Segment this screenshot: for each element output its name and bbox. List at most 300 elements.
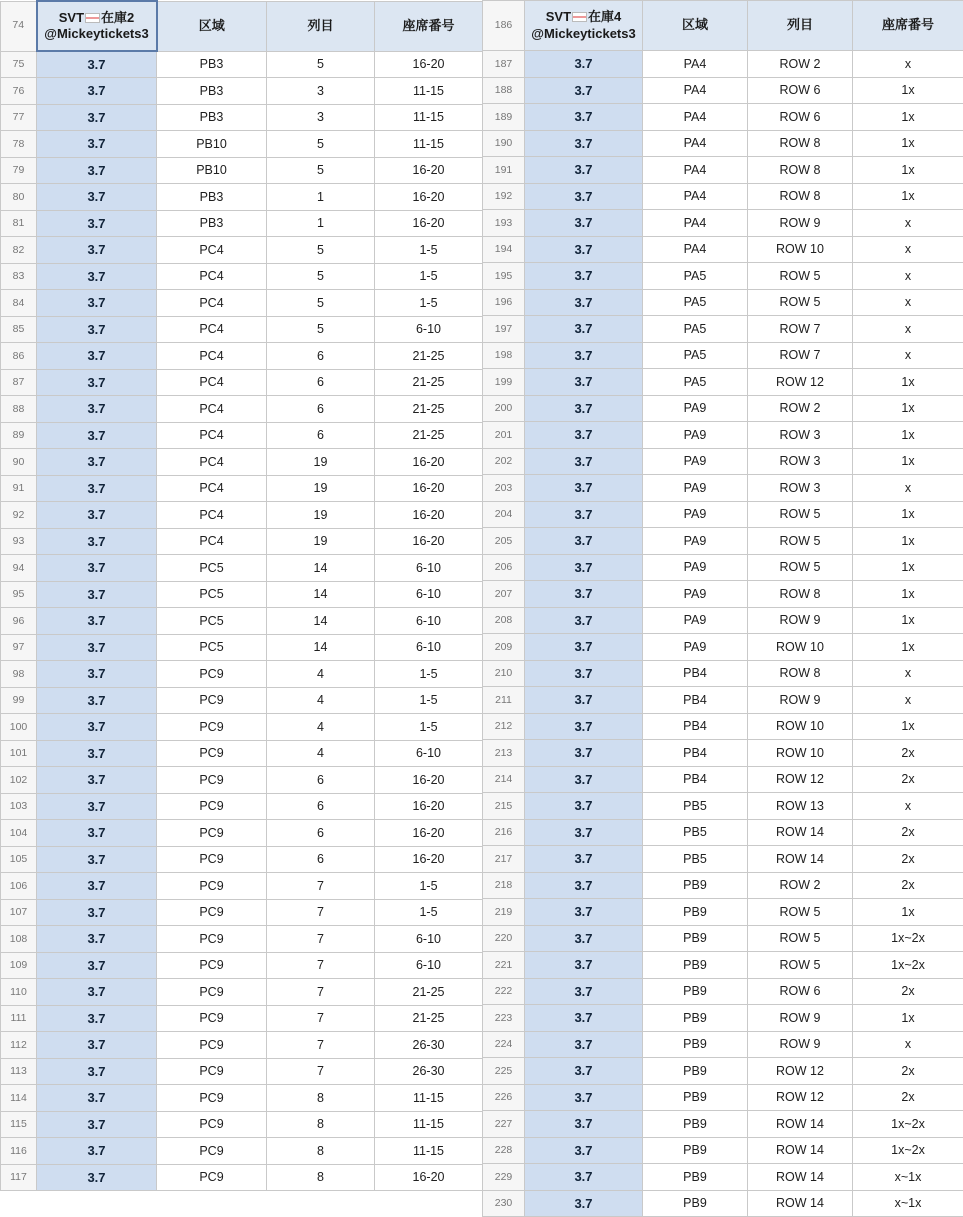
zone-cell[interactable]: PB3 (157, 184, 267, 211)
table-row[interactable] (1, 1032, 483, 1059)
table-row[interactable] (1, 846, 483, 873)
table-row[interactable] (483, 687, 963, 714)
table-row[interactable] (483, 1084, 963, 1111)
row-number-cell[interactable]: ROW 9 (748, 1005, 853, 1032)
stock-value-cell[interactable]: 3.7 (37, 846, 157, 873)
table-row[interactable] (1, 290, 483, 317)
seat-number-cell[interactable]: 2x (853, 740, 963, 767)
table-row[interactable] (483, 1031, 963, 1058)
stock-value-cell[interactable]: 3.7 (525, 634, 643, 661)
zone-cell[interactable]: PB9 (643, 1084, 748, 1111)
stock-value-cell[interactable]: 3.7 (525, 342, 643, 369)
row-number-cell[interactable]: 6 (267, 343, 375, 370)
seat-number-cell[interactable]: x (853, 475, 963, 502)
row-number-cell[interactable]: 6 (267, 369, 375, 396)
zone-cell[interactable]: PA4 (643, 236, 748, 263)
table-row[interactable] (483, 1164, 963, 1191)
seat-number-cell[interactable]: 11-15 (375, 1111, 483, 1138)
table-row[interactable] (483, 475, 963, 502)
zone-cell[interactable]: PA9 (643, 528, 748, 555)
stock-value-cell[interactable]: 3.7 (525, 157, 643, 184)
stock-value-cell[interactable]: 3.7 (525, 1137, 643, 1164)
zone-cell[interactable]: PA5 (643, 289, 748, 316)
seat-number-cell[interactable]: 1x~2x (853, 1111, 963, 1138)
row-number-cell[interactable]: ROW 6 (748, 77, 853, 104)
stock-value-cell[interactable]: 3.7 (525, 846, 643, 873)
row-number-cell[interactable]: 7 (267, 1032, 375, 1059)
stock-value-cell[interactable]: 3.7 (525, 1058, 643, 1085)
seat-number-cell[interactable]: 21-25 (375, 979, 483, 1006)
stock-value-cell[interactable]: 3.7 (525, 1164, 643, 1191)
stock-value-cell[interactable]: 3.7 (37, 899, 157, 926)
table-row[interactable] (1, 793, 483, 820)
table-row[interactable] (483, 899, 963, 926)
stock-value-cell[interactable]: 3.7 (525, 528, 643, 555)
seat-number-cell[interactable]: 6-10 (375, 952, 483, 979)
stock-value-cell[interactable]: 3.7 (525, 289, 643, 316)
stock-value-cell[interactable]: 3.7 (525, 899, 643, 926)
zone-cell[interactable]: PC9 (157, 793, 267, 820)
table-row[interactable] (483, 607, 963, 634)
stock-value-cell[interactable]: 3.7 (37, 740, 157, 767)
stock-value-cell[interactable]: 3.7 (525, 475, 643, 502)
row-number-cell[interactable]: 7 (267, 873, 375, 900)
stock-value-cell[interactable]: 3.7 (37, 78, 157, 105)
zone-cell[interactable]: PA4 (643, 210, 748, 237)
zone-cell[interactable]: PC9 (157, 1164, 267, 1191)
zone-cell[interactable]: PC9 (157, 873, 267, 900)
row-number-cell[interactable]: ROW 2 (748, 395, 853, 422)
row-number-cell[interactable]: 8 (267, 1164, 375, 1191)
row-number-cell[interactable]: ROW 13 (748, 793, 853, 820)
row-number-cell[interactable]: 5 (267, 237, 375, 264)
table-row[interactable] (1, 634, 483, 661)
stock-value-cell[interactable]: 3.7 (525, 395, 643, 422)
row-number-cell[interactable]: ROW 2 (748, 872, 853, 899)
row-number-cell[interactable]: ROW 8 (748, 183, 853, 210)
zone-cell[interactable]: PC4 (157, 502, 267, 529)
zone-cell[interactable]: PC4 (157, 396, 267, 423)
table-row[interactable] (1, 1138, 483, 1165)
seat-number-cell[interactable]: x~1x (853, 1190, 963, 1217)
stock-value-cell[interactable]: 3.7 (525, 501, 643, 528)
row-number-cell[interactable]: 6 (267, 793, 375, 820)
seat-number-cell[interactable]: 16-20 (375, 51, 483, 78)
seat-number-cell[interactable]: x (853, 236, 963, 263)
zone-cell[interactable]: PA5 (643, 263, 748, 290)
row-number-cell[interactable]: 7 (267, 979, 375, 1006)
stock-value-cell[interactable]: 3.7 (37, 449, 157, 476)
table-row[interactable] (1, 475, 483, 502)
stock-value-cell[interactable]: 3.7 (525, 687, 643, 714)
table-row[interactable] (483, 634, 963, 661)
seat-number-cell[interactable]: x (853, 687, 963, 714)
seat-number-cell[interactable]: x~1x (853, 1164, 963, 1191)
stock-value-cell[interactable]: 3.7 (525, 793, 643, 820)
row-number-cell[interactable]: ROW 3 (748, 422, 853, 449)
zone-cell[interactable]: PA9 (643, 422, 748, 449)
table-row[interactable] (1, 157, 483, 184)
row-number-cell[interactable]: 6 (267, 396, 375, 423)
row-number-cell[interactable]: ROW 9 (748, 687, 853, 714)
row-number-cell[interactable]: ROW 6 (748, 104, 853, 131)
zone-cell[interactable]: PC4 (157, 237, 267, 264)
table-row[interactable] (483, 369, 963, 396)
stock-value-cell[interactable]: 3.7 (37, 157, 157, 184)
table-row[interactable] (483, 1190, 963, 1217)
row-number-cell[interactable]: ROW 14 (748, 1164, 853, 1191)
seat-number-cell[interactable]: x (853, 263, 963, 290)
seat-number-cell[interactable]: 2x (853, 1058, 963, 1085)
stock-value-cell[interactable]: 3.7 (37, 1058, 157, 1085)
zone-cell[interactable]: PC9 (157, 687, 267, 714)
row-number-cell[interactable]: ROW 7 (748, 342, 853, 369)
seat-number-cell[interactable]: 1x (853, 1005, 963, 1032)
zone-cell[interactable]: PC4 (157, 369, 267, 396)
seat-number-cell[interactable]: 1x (853, 634, 963, 661)
row-number-cell[interactable]: ROW 14 (748, 1190, 853, 1217)
zone-cell[interactable]: PC9 (157, 1138, 267, 1165)
zone-cell[interactable]: PB9 (643, 952, 748, 979)
seat-number-cell[interactable]: 11-15 (375, 104, 483, 131)
zone-cell[interactable]: PB9 (643, 1137, 748, 1164)
row-number-cell[interactable]: ROW 5 (748, 952, 853, 979)
table-row[interactable] (483, 581, 963, 608)
table-row[interactable] (1, 714, 483, 741)
stock-value-cell[interactable]: 3.7 (525, 925, 643, 952)
zone-cell[interactable]: PC5 (157, 608, 267, 635)
seat-number-cell[interactable]: 26-30 (375, 1032, 483, 1059)
seat-number-cell[interactable]: 1x (853, 422, 963, 449)
zone-cell[interactable]: PA9 (643, 607, 748, 634)
zone-cell[interactable]: PC9 (157, 1058, 267, 1085)
stock-value-cell[interactable]: 3.7 (525, 740, 643, 767)
seat-number-cell[interactable]: 1x (853, 528, 963, 555)
stock-value-cell[interactable]: 3.7 (525, 1111, 643, 1138)
seat-number-cell[interactable]: 16-20 (375, 475, 483, 502)
zone-cell[interactable]: PB9 (643, 1058, 748, 1085)
row-number-cell[interactable]: 5 (267, 51, 375, 78)
table-row[interactable] (483, 342, 963, 369)
table-row[interactable] (483, 660, 963, 687)
table-row[interactable] (483, 263, 963, 290)
seat-number-cell[interactable]: 1x (853, 554, 963, 581)
stock-value-cell[interactable]: 3.7 (37, 237, 157, 264)
row-number-cell[interactable]: ROW 7 (748, 316, 853, 343)
zone-cell[interactable]: PA4 (643, 130, 748, 157)
zone-cell[interactable]: PA5 (643, 316, 748, 343)
seat-number-cell[interactable]: 1x~2x (853, 1137, 963, 1164)
table-row[interactable] (1, 767, 483, 794)
table-row[interactable] (1, 926, 483, 953)
seat-number-cell[interactable]: x (853, 289, 963, 316)
seat-number-cell[interactable]: 21-25 (375, 343, 483, 370)
stock-value-cell[interactable]: 3.7 (525, 713, 643, 740)
zone-cell[interactable]: PC9 (157, 979, 267, 1006)
seat-number-cell[interactable]: 16-20 (375, 449, 483, 476)
row-number-cell[interactable]: 5 (267, 290, 375, 317)
zone-cell[interactable]: PC9 (157, 767, 267, 794)
zone-cell[interactable]: PC5 (157, 634, 267, 661)
seat-number-cell[interactable]: 11-15 (375, 78, 483, 105)
stock-value-cell[interactable]: 3.7 (37, 555, 157, 582)
table-row[interactable] (1, 343, 483, 370)
row-number-cell[interactable]: 1 (267, 184, 375, 211)
row-number-cell[interactable]: 6 (267, 422, 375, 449)
stock-value-cell[interactable]: 3.7 (525, 263, 643, 290)
zone-cell[interactable]: PB5 (643, 846, 748, 873)
table-row[interactable] (1, 687, 483, 714)
table-row[interactable] (1, 263, 483, 290)
stock-value-cell[interactable]: 3.7 (525, 448, 643, 475)
seat-number-cell[interactable]: 2x (853, 978, 963, 1005)
stock-value-cell[interactable]: 3.7 (37, 714, 157, 741)
stock-value-cell[interactable]: 3.7 (525, 236, 643, 263)
stock-value-cell[interactable]: 3.7 (37, 104, 157, 131)
table-row[interactable] (1, 51, 483, 78)
zone-cell[interactable]: PB4 (643, 766, 748, 793)
row-number-cell[interactable]: ROW 2 (748, 51, 853, 78)
seat-number-cell[interactable]: 16-20 (375, 184, 483, 211)
seat-number-cell[interactable]: 1x (853, 157, 963, 184)
seat-number-cell[interactable]: 1-5 (375, 714, 483, 741)
stock-value-cell[interactable]: 3.7 (525, 660, 643, 687)
seat-number-cell[interactable]: 1x~2x (853, 952, 963, 979)
seat-number-cell[interactable]: 21-25 (375, 422, 483, 449)
zone-cell[interactable]: PB10 (157, 131, 267, 158)
table-row[interactable] (483, 793, 963, 820)
table-row[interactable] (1, 104, 483, 131)
zone-cell[interactable]: PB4 (643, 740, 748, 767)
table-row[interactable] (1, 131, 483, 158)
stock-value-cell[interactable]: 3.7 (37, 634, 157, 661)
table-row[interactable] (1, 661, 483, 688)
stock-value-cell[interactable]: 3.7 (37, 290, 157, 317)
row-number-cell[interactable]: ROW 8 (748, 581, 853, 608)
stock-value-cell[interactable]: 3.7 (37, 926, 157, 953)
stock-value-cell[interactable]: 3.7 (525, 581, 643, 608)
stock-value-cell[interactable]: 3.7 (525, 1031, 643, 1058)
stock-value-cell[interactable]: 3.7 (37, 343, 157, 370)
zone-cell[interactable]: PC4 (157, 449, 267, 476)
table-row[interactable] (1, 1058, 483, 1085)
zone-cell[interactable]: PA4 (643, 183, 748, 210)
row-number-cell[interactable]: ROW 14 (748, 1111, 853, 1138)
table-row[interactable] (483, 395, 963, 422)
row-number-cell[interactable]: 8 (267, 1085, 375, 1112)
zone-cell[interactable]: PC9 (157, 1005, 267, 1032)
table-row[interactable] (1, 820, 483, 847)
table-row[interactable] (483, 501, 963, 528)
table-row[interactable] (483, 130, 963, 157)
table-row[interactable] (483, 1137, 963, 1164)
stock-value-cell[interactable]: 3.7 (37, 952, 157, 979)
table-row[interactable] (1, 555, 483, 582)
stock-value-cell[interactable]: 3.7 (525, 422, 643, 449)
zone-cell[interactable]: PB9 (643, 978, 748, 1005)
seat-number-cell[interactable]: 21-25 (375, 396, 483, 423)
row-number-cell[interactable]: 5 (267, 131, 375, 158)
row-number-cell[interactable]: ROW 9 (748, 1031, 853, 1058)
row-number-cell[interactable]: 14 (267, 581, 375, 608)
stock-value-cell[interactable]: 3.7 (37, 51, 157, 78)
zone-cell[interactable]: PB3 (157, 210, 267, 237)
table-row[interactable] (1, 952, 483, 979)
table-row[interactable] (483, 77, 963, 104)
row-number-cell[interactable]: ROW 9 (748, 210, 853, 237)
table-row[interactable] (483, 316, 963, 343)
zone-cell[interactable]: PB3 (157, 78, 267, 105)
row-number-cell[interactable]: 6 (267, 767, 375, 794)
stock-value-cell[interactable]: 3.7 (37, 263, 157, 290)
row-number-cell[interactable]: 14 (267, 555, 375, 582)
seat-number-cell[interactable]: 1x (853, 501, 963, 528)
seat-number-cell[interactable]: 16-20 (375, 1164, 483, 1191)
stock-value-cell[interactable]: 3.7 (37, 502, 157, 529)
table-row[interactable] (1, 581, 483, 608)
stock-value-cell[interactable]: 3.7 (525, 819, 643, 846)
zone-cell[interactable]: PA9 (643, 501, 748, 528)
row-number-cell[interactable]: 19 (267, 449, 375, 476)
stock-value-cell[interactable]: 3.7 (525, 130, 643, 157)
row-number-cell[interactable]: 4 (267, 714, 375, 741)
table-row[interactable] (483, 846, 963, 873)
seat-number-cell[interactable]: 1x (853, 369, 963, 396)
zone-cell[interactable]: PB3 (157, 51, 267, 78)
row-number-cell[interactable]: ROW 12 (748, 766, 853, 793)
seat-number-cell[interactable]: 16-20 (375, 528, 483, 555)
zone-cell[interactable]: PB9 (643, 1190, 748, 1217)
table-row[interactable] (483, 183, 963, 210)
row-number-cell[interactable]: 3 (267, 104, 375, 131)
seat-number-cell[interactable]: 6-10 (375, 634, 483, 661)
zone-cell[interactable]: PC9 (157, 846, 267, 873)
seat-number-cell[interactable]: 16-20 (375, 157, 483, 184)
stock-value-cell[interactable]: 3.7 (37, 316, 157, 343)
table-row[interactable] (483, 1005, 963, 1032)
table-row[interactable] (483, 157, 963, 184)
row-number-cell[interactable]: ROW 12 (748, 1058, 853, 1085)
seat-number-cell[interactable]: 16-20 (375, 210, 483, 237)
table-row[interactable] (483, 1111, 963, 1138)
seat-number-cell[interactable]: 6-10 (375, 740, 483, 767)
stock-value-cell[interactable]: 3.7 (525, 978, 643, 1005)
seat-number-cell[interactable]: x (853, 1031, 963, 1058)
seat-number-cell[interactable]: 1x (853, 77, 963, 104)
seat-number-cell[interactable]: 11-15 (375, 131, 483, 158)
zone-cell[interactable]: PC4 (157, 475, 267, 502)
zone-cell[interactable]: PB5 (643, 819, 748, 846)
stock-value-cell[interactable]: 3.7 (525, 1084, 643, 1111)
row-number-cell[interactable]: ROW 8 (748, 130, 853, 157)
zone-cell[interactable]: PC9 (157, 926, 267, 953)
zone-cell[interactable]: PC4 (157, 290, 267, 317)
row-number-cell[interactable]: 6 (267, 846, 375, 873)
stock-value-cell[interactable]: 3.7 (37, 1032, 157, 1059)
seat-number-cell[interactable]: 1-5 (375, 899, 483, 926)
seat-number-cell[interactable]: 1-5 (375, 290, 483, 317)
seat-number-cell[interactable]: 1x~2x (853, 925, 963, 952)
row-number-cell[interactable]: 19 (267, 528, 375, 555)
stock-value-cell[interactable]: 3.7 (37, 1085, 157, 1112)
row-number-cell[interactable]: ROW 5 (748, 899, 853, 926)
seat-number-cell[interactable]: 1x (853, 607, 963, 634)
table-row[interactable] (1, 1164, 483, 1191)
row-number-cell[interactable]: 7 (267, 899, 375, 926)
seat-number-cell[interactable]: 1x (853, 581, 963, 608)
seat-number-cell[interactable]: 16-20 (375, 793, 483, 820)
row-number-cell[interactable]: ROW 5 (748, 528, 853, 555)
row-number-cell[interactable]: 8 (267, 1111, 375, 1138)
row-number-cell[interactable]: ROW 5 (748, 501, 853, 528)
row-number-cell[interactable]: 4 (267, 661, 375, 688)
zone-cell[interactable]: PA4 (643, 77, 748, 104)
row-number-cell[interactable]: ROW 5 (748, 925, 853, 952)
zone-cell[interactable]: PB4 (643, 660, 748, 687)
seat-number-cell[interactable]: 21-25 (375, 1005, 483, 1032)
stock-value-cell[interactable]: 3.7 (525, 607, 643, 634)
row-number-cell[interactable]: ROW 10 (748, 634, 853, 661)
zone-cell[interactable]: PA5 (643, 342, 748, 369)
stock-value-cell[interactable]: 3.7 (37, 396, 157, 423)
table-row[interactable] (1, 608, 483, 635)
zone-cell[interactable]: PB9 (643, 1111, 748, 1138)
row-number-cell[interactable]: 7 (267, 926, 375, 953)
table-row[interactable] (1, 422, 483, 449)
zone-cell[interactable]: PC4 (157, 422, 267, 449)
row-number-cell[interactable]: ROW 10 (748, 740, 853, 767)
zone-cell[interactable]: PA9 (643, 448, 748, 475)
seat-number-cell[interactable]: 1x (853, 104, 963, 131)
row-number-cell[interactable]: 19 (267, 502, 375, 529)
seat-number-cell[interactable]: 26-30 (375, 1058, 483, 1085)
zone-cell[interactable]: PB9 (643, 1164, 748, 1191)
stock-value-cell[interactable]: 3.7 (525, 872, 643, 899)
stock-value-cell[interactable]: 3.7 (37, 1005, 157, 1032)
zone-cell[interactable]: PC9 (157, 820, 267, 847)
seat-number-cell[interactable]: 21-25 (375, 369, 483, 396)
seat-number-cell[interactable]: 16-20 (375, 502, 483, 529)
zone-cell[interactable]: PB10 (157, 157, 267, 184)
table-row[interactable] (1, 979, 483, 1006)
stock-value-cell[interactable]: 3.7 (37, 1164, 157, 1191)
table-row[interactable] (483, 422, 963, 449)
row-number-cell[interactable]: 6 (267, 820, 375, 847)
row-number-cell[interactable]: 8 (267, 1138, 375, 1165)
zone-cell[interactable]: PC9 (157, 661, 267, 688)
table-row[interactable] (1, 316, 483, 343)
seat-number-cell[interactable]: 1x (853, 448, 963, 475)
row-number-cell[interactable]: 19 (267, 475, 375, 502)
row-number-cell[interactable]: ROW 14 (748, 846, 853, 873)
zone-cell[interactable]: PA9 (643, 395, 748, 422)
zone-cell[interactable]: PC9 (157, 952, 267, 979)
seat-number-cell[interactable]: 1x (853, 713, 963, 740)
stock-value-cell[interactable]: 3.7 (525, 316, 643, 343)
table-row[interactable] (1, 502, 483, 529)
stock-value-cell[interactable]: 3.7 (525, 1190, 643, 1217)
zone-cell[interactable]: PA4 (643, 51, 748, 78)
row-number-cell[interactable]: ROW 10 (748, 713, 853, 740)
table-row[interactable] (483, 740, 963, 767)
seat-number-cell[interactable]: 2x (853, 819, 963, 846)
seat-number-cell[interactable]: 6-10 (375, 581, 483, 608)
row-number-cell[interactable]: 14 (267, 634, 375, 661)
zone-cell[interactable]: PC5 (157, 581, 267, 608)
stock-value-cell[interactable]: 3.7 (525, 369, 643, 396)
seat-number-cell[interactable]: 6-10 (375, 316, 483, 343)
zone-cell[interactable]: PC4 (157, 343, 267, 370)
